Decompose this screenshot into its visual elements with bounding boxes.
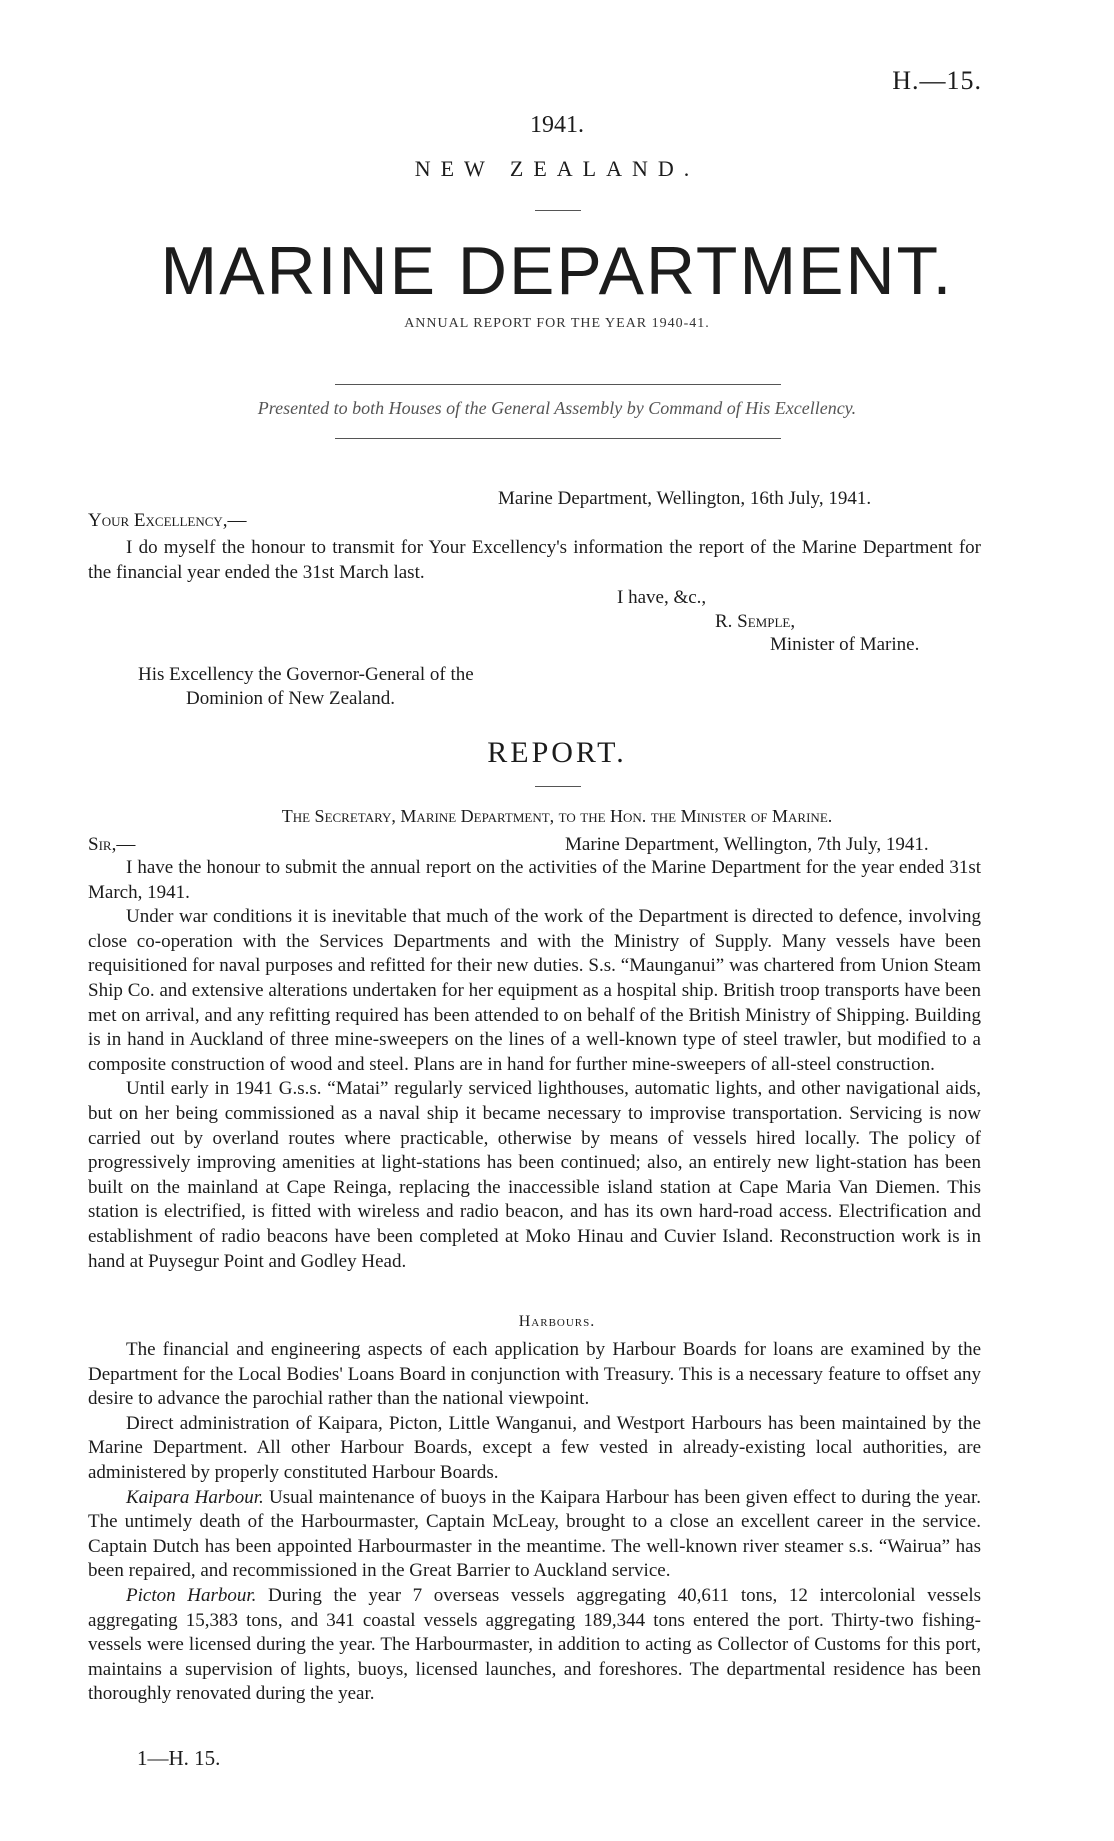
report-title: REPORT. (487, 736, 627, 769)
page-title: MARINE DEPARTMENT. (160, 233, 954, 309)
report-paragraph: Until early in 1941 G.s.s. “Matai” regularly serviced lighthouses, automatic lights, and other navigational aids, but on her being commissioned as a naval ship it became necessary to improvise transportation. Servicing is now carried out by overland routes where practicable, otherwise by means of vessels hired locally. The policy of progressively improving amenities at light-stations has been continued; also, an entirely new light-station has been built on the mainland at Cape Reinga, replacing the inaccessible island station at Cape Maria Van Diemen. This station is electrified, is fitted with wireless and radio beacon, and has its own hard-road access. Electrification and establishment of radio beacons have been completed at Moko Hinau and Cuvier Island. Reconstruction work is in hand at Puysegur Point and Godley Head. (88, 1078, 981, 1272)
page-reference: H.—15. (892, 66, 982, 95)
report-paragraph: Under war conditions it is inevitable that much of the work of the Department is directed to defence, involving close co-operation with the Services Departments and with the Ministry of Supply. Many vessels have been requisitioned for naval purposes and refitted for their new duties. S.s. “Maunganui” was chartered from Union Steam Ship Co. and extensive alterations undertaken for her equipment as a hospital ship. British troop transports have been met on arrival, and any refitting required has been attended to on behalf of the British Ministry of Shipping. Building is in hand in Auckland of three mine-sweepers on the lines of a well-known type of steel trawler, but modified to a composite construction of wood and steel. Plans are in hand for further mine-sweepers of all-steel construction. (88, 906, 981, 1075)
picton-text: During the year 7 overseas vessels aggregating 40,611 tons, 12 intercolonial vessels aggregating 15,383 tons, and 341 coastal vessels aggregating 189,344 tons entered the port. Thirty-two fishing-vessels were licensed during the year. The Harbourmaster, in addition to acting as Collector of Customs for this port, maintains a supervision of lights, buoys, licensed launches, and foreshores. The departmental residence has been thoroughly renovated during the year. (88, 1584, 981, 1705)
letter-closing: I have, &c., (617, 587, 707, 608)
divider (535, 210, 581, 211)
report-paragraph: I have the honour to submit the annual report on the activities of the Marine Department for the year ended 31st March, 1941. (88, 857, 981, 903)
report-paragraph: The financial and engineering aspects of each application by Harbour Boards for loans are examined by the Department for the Local Bodies' Loans Board in conjunction with Treasury. This is a necessary feature to offset any desire to advance the parochial rather than the national viewpoint. (88, 1339, 981, 1410)
letter-salutation: Your Excellency,— (88, 510, 247, 531)
subtitle: ANNUAL REPORT FOR THE YEAR 1940-41. (404, 316, 710, 331)
report-from-to: The Secretary, Marine Department, to the Hon. the Minister of Marine. (281, 806, 833, 826)
country: NEW ZEALAND. (414, 156, 700, 181)
report-place-date: Marine Department, Wellington, 7th July, 1941. (565, 834, 929, 855)
letter-addressee: Dominion of New Zealand. (186, 688, 395, 709)
picton-paragraph (88, 1584, 981, 1707)
harbours-body (88, 1338, 981, 1707)
report-salutation: Sir,— (88, 834, 136, 855)
divider (335, 438, 781, 439)
letter-place-date: Marine Department, Wellington, 16th July, 1941. (498, 488, 872, 509)
signature-reference: 1—H. 15. (137, 1746, 221, 1770)
section-heading: Harbours. (518, 1313, 596, 1330)
report-paragraph: Direct administration of Kaipara, Picton, Little Wanganui, and Westport Harbours has been maintained by the Marine Department. All other Harbour Boards, except a few vested in already-existing local authorities, are administered by properly constituted Harbour Boards. (88, 1412, 981, 1483)
kaipara-label: Kaipara Harbour. (126, 1486, 264, 1508)
divider (535, 786, 581, 787)
letter-addressee: His Excellency the Governor-General of the (138, 664, 474, 685)
presented-line: Presented to both Houses of the General Assembly by Command of His Excellency. (257, 398, 857, 418)
letter-signatory-title: Minister of Marine. (770, 634, 920, 655)
letter-signatory: R. Semple, (715, 611, 796, 632)
kaipara-text: Usual maintenance of buoys in the Kaipara Harbour has been given effect to during the year. The untimely death of the Harbourmaster, Captain McLeay, brought to a close an excellent career in the service. Captain Dutch has been appointed Harbourmaster in the meantime. The well-known river steamer s.s. “Wairua” has been repaired, and recommissioned in the Great Barrier to Auckland service. (88, 1486, 981, 1582)
picton-label: Picton Harbour. (126, 1584, 257, 1606)
report-body (88, 856, 981, 1274)
letter-body: I do myself the honour to transmit for Your Excellency's information the report of the Marine Department for the financial year ended the 31st March last. (88, 537, 981, 583)
divider (335, 384, 781, 385)
year: 1941. (530, 112, 584, 138)
kaipara-paragraph (88, 1486, 981, 1584)
